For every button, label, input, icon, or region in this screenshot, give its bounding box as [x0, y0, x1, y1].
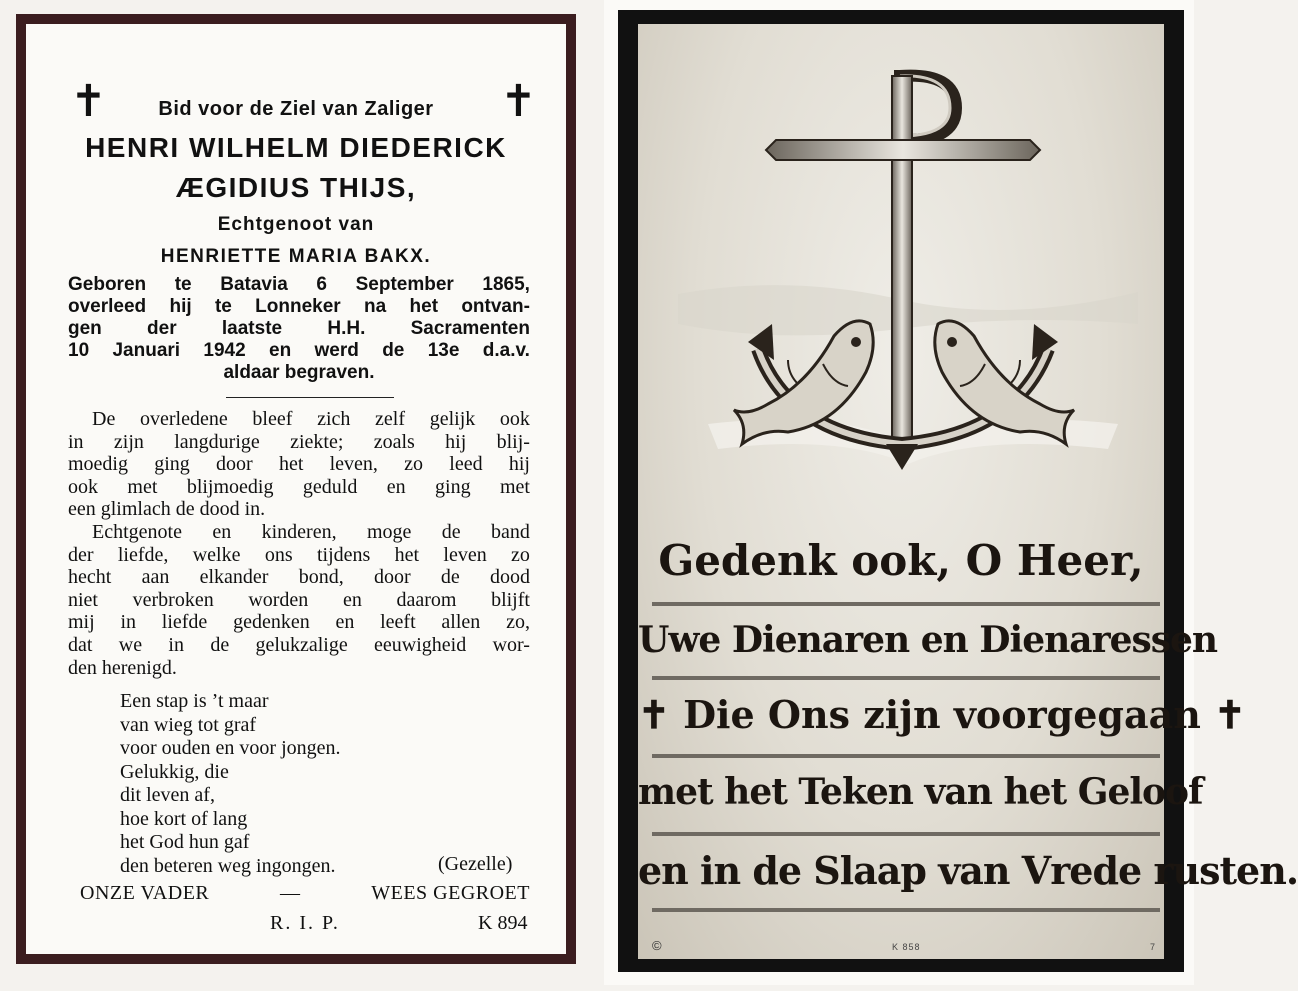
- banner-rule-3: [652, 754, 1160, 758]
- word: ons: [264, 543, 293, 566]
- text-line: [68, 498, 530, 521]
- prayer-dash: —: [280, 882, 301, 904]
- word: Lonneker: [255, 296, 341, 317]
- bio-line: [68, 362, 530, 384]
- banner-rule-4: [652, 832, 1160, 836]
- word: in: [168, 633, 184, 656]
- word: laatste: [221, 318, 283, 339]
- text-line: [68, 408, 530, 431]
- word: kinderen,: [261, 520, 337, 543]
- word: d.a.v.: [482, 340, 530, 361]
- word: met: [127, 475, 158, 498]
- image-panel: [638, 24, 1298, 959]
- memorial-card-image: [604, 0, 1298, 985]
- word: dood: [490, 566, 530, 589]
- word: niet: [68, 588, 98, 611]
- word: hij: [445, 430, 467, 453]
- word: dat: [68, 633, 93, 656]
- word: Sacramenten: [410, 318, 530, 339]
- word: leven: [443, 543, 487, 566]
- copyright-mark: ©: [652, 938, 662, 953]
- word: en: [335, 611, 355, 634]
- word: blijmoedig: [186, 475, 274, 498]
- word: het: [278, 453, 304, 476]
- word: 1865,: [482, 274, 530, 295]
- word: en: [342, 588, 362, 611]
- prayer-onze-vader: ONZE VADER: [80, 882, 210, 904]
- poem-line: Een stap is ’t maar: [120, 690, 269, 712]
- word: den herenigd.: [68, 656, 177, 679]
- word: met: [500, 475, 530, 498]
- word: zo,: [506, 611, 530, 634]
- word: een glimlach de dood in.: [68, 498, 266, 521]
- word: de: [210, 633, 230, 656]
- eulogy-text: [68, 408, 530, 679]
- word: leeft: [380, 611, 416, 634]
- word: mij: [68, 611, 95, 634]
- word: moedig: [68, 453, 128, 476]
- word: hij: [169, 296, 192, 317]
- banner-rule-2: [652, 676, 1160, 680]
- word: de: [440, 566, 460, 589]
- cross-icon-left: ✝: [70, 76, 107, 127]
- spouse-label: Echtgenoot van: [217, 214, 375, 235]
- prayer-wees-gegroet: WEES GEGROET: [371, 882, 530, 904]
- text-line: [68, 634, 530, 657]
- motto-line-2: Uwe Dienaren en Dienaressen: [638, 619, 1218, 661]
- word: 10: [68, 340, 90, 361]
- poem-line: van wieg tot graf: [120, 713, 257, 736]
- poem-line: den beteren weg ingongen.: [120, 854, 336, 877]
- word: ging: [435, 475, 471, 498]
- word: bleef: [252, 408, 293, 430]
- word: in: [120, 611, 136, 634]
- print-code: K 858: [892, 942, 921, 952]
- word: ook: [499, 408, 530, 430]
- text-line: [68, 521, 530, 544]
- print-number: 7: [1150, 942, 1156, 952]
- spouse-name: HENRIETTE MARIA BAKX.: [160, 246, 432, 267]
- word: leed: [449, 453, 483, 476]
- anchor-fish-emblem: [638, 24, 1298, 959]
- word: zo: [404, 453, 424, 476]
- word: Geboren: [68, 274, 147, 295]
- deceased-name-line2: ÆGIDIUS THIJS,: [175, 172, 417, 203]
- anchor-shaft: [892, 76, 912, 438]
- word: en: [269, 340, 292, 361]
- poem-line: Gelukkig, die: [120, 760, 229, 783]
- motto-line-4: met het Teken van het Geloof: [638, 771, 1203, 813]
- word: overleed: [68, 296, 147, 317]
- poem: [120, 690, 341, 878]
- bio-line: [68, 318, 530, 340]
- word: zo: [511, 543, 530, 566]
- word: 13e: [427, 340, 460, 361]
- word: liefde: [161, 611, 208, 634]
- word: hecht: [68, 566, 112, 589]
- poem-line: het God hun gaf: [120, 831, 250, 853]
- word: ging: [154, 453, 190, 476]
- word: allen: [441, 611, 481, 634]
- word: verbroken: [132, 588, 214, 611]
- word: zelf: [375, 408, 406, 430]
- memorial-card-text: [16, 14, 576, 964]
- word: der: [68, 543, 94, 566]
- deceased-name-line1: HENRI WILHELM DIEDERICK: [85, 132, 507, 163]
- word: het: [394, 543, 420, 566]
- word: September: [355, 274, 454, 295]
- word: het: [409, 296, 439, 317]
- word: ontvan-: [461, 296, 530, 317]
- word: zijn: [113, 430, 144, 453]
- word: overledene: [140, 408, 228, 430]
- word: door: [216, 453, 253, 476]
- invocation: Bid voor de Ziel van Zaliger: [158, 98, 434, 120]
- rip: R. I. P.: [270, 912, 340, 934]
- word: daarom: [396, 588, 457, 611]
- word: Batavia: [220, 274, 288, 295]
- word: de: [382, 340, 405, 361]
- word: blijft: [491, 588, 530, 611]
- word: eeuwigheid: [374, 633, 467, 656]
- motto-line-5: en in de Slaap van Vrede rusten.: [638, 848, 1298, 893]
- word: De: [92, 408, 116, 430]
- word: bond,: [298, 566, 344, 589]
- word: moge: [366, 520, 412, 543]
- word: we: [118, 633, 143, 656]
- word: aan: [141, 566, 170, 589]
- text-line: [68, 453, 530, 476]
- word: en: [212, 520, 232, 543]
- word: gedenken: [233, 611, 310, 634]
- text-line: [68, 566, 530, 589]
- word: zoals: [373, 430, 415, 453]
- poem-line: dit leven af,: [120, 784, 215, 806]
- text-line: [68, 544, 530, 567]
- image-frame: [618, 10, 1298, 972]
- motto-line-3: ✝ Die Ons zijn voorgegaan ✝: [638, 692, 1246, 737]
- word: H.H.: [327, 318, 366, 339]
- word: ook: [68, 475, 98, 498]
- word: werd: [314, 340, 359, 361]
- word: 6: [316, 274, 327, 295]
- divider: [226, 397, 394, 398]
- word: elkander: [199, 566, 269, 589]
- bio-line: [68, 274, 530, 296]
- word: te: [214, 296, 232, 317]
- word: 1942: [203, 340, 246, 361]
- poem-line: voor ouden en voor jongen.: [120, 737, 341, 759]
- word: welke: [192, 543, 241, 566]
- word: gelukzalige: [255, 633, 348, 656]
- motto-line-1: Gedenk ook, O Heer,: [658, 536, 1144, 585]
- cross-icon-right: ✝: [500, 76, 537, 127]
- word: band: [491, 520, 530, 543]
- anchor-crossbar: [766, 140, 1040, 160]
- word: door: [373, 566, 411, 589]
- word: langdurige: [174, 430, 260, 453]
- word: aldaar begraven.: [223, 362, 375, 383]
- word: de: [441, 520, 461, 543]
- word: tijdens: [316, 543, 371, 566]
- word: gelijk: [429, 408, 476, 430]
- word: na: [364, 296, 387, 317]
- word: worden: [248, 588, 309, 611]
- text-line: [68, 657, 530, 680]
- poem-author: (Gezelle): [438, 853, 513, 875]
- biography: [68, 274, 530, 384]
- word: hij: [508, 453, 530, 476]
- word: te: [174, 274, 192, 295]
- bio-line: [68, 296, 530, 318]
- bio-line: [68, 340, 530, 362]
- text-line: [68, 611, 530, 634]
- word: liefde,: [117, 543, 169, 566]
- text-line: [68, 476, 530, 499]
- word: blij-: [496, 430, 530, 453]
- card-paper: [26, 24, 566, 954]
- word: wor-: [492, 633, 530, 656]
- word: in: [68, 430, 84, 453]
- word: en: [386, 475, 406, 498]
- word: gen: [68, 318, 102, 339]
- word: der: [147, 318, 177, 339]
- word: zich: [317, 408, 351, 430]
- text-line: [68, 589, 530, 612]
- word: leven,: [329, 453, 378, 476]
- card-number: K 894: [478, 912, 528, 934]
- banner-rule-5: [652, 908, 1160, 912]
- word: ziekte;: [290, 430, 344, 453]
- banner-rule-1: [652, 602, 1160, 606]
- prayers: [80, 882, 530, 905]
- word: Echtgenote: [92, 520, 182, 543]
- text-line: [68, 431, 530, 454]
- poem-line: hoe kort of lang: [120, 807, 248, 830]
- word: geduld: [302, 475, 358, 498]
- word: Januari: [112, 340, 181, 361]
